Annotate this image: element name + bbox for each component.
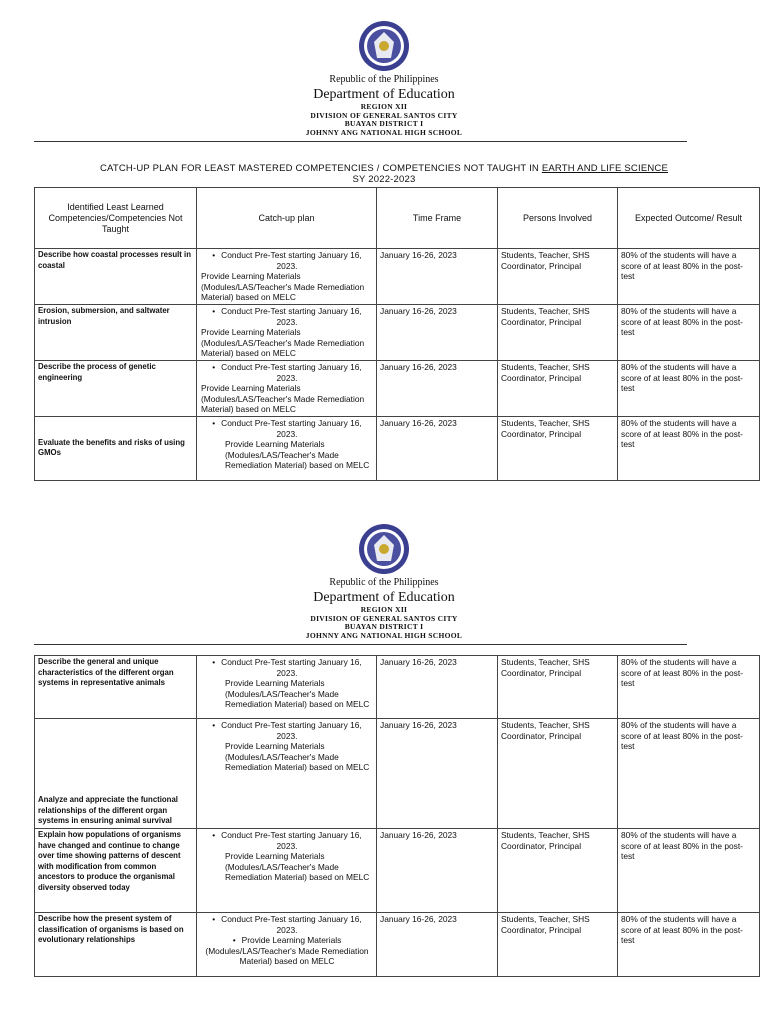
time-frame-cell: January 16-26, 2023	[377, 249, 498, 305]
table-row	[35, 719, 760, 829]
persons-cell: Students, Teacher, SHS Coordinator, Principal	[498, 719, 618, 829]
outcome-cell: 80% of the students will have a score of at least 80% in the post-test	[618, 656, 760, 719]
republic-line: Republic of the Philippines	[329, 577, 439, 588]
plan-text: Provide Learning Materials (Modules/LAS/Teacher's Made Remediation Material) based on MELC	[201, 271, 365, 303]
school-name: JOHNNY ANG NATIONAL HIGH SCHOOL	[305, 630, 463, 640]
deped-seal-icon	[358, 523, 410, 575]
division-line: DIVISION OF GENERAL SANTOS CITY	[310, 613, 458, 623]
plan-bullet: • Conduct Pre-Test starting January 16, 2023.	[201, 306, 373, 327]
plan-bullet: • Conduct Pre-Test starting January 16, 2023.	[201, 418, 373, 439]
competency-cell: Explain how populations of organisms have changed and continue to change over time showing patterns of descent with modification from common ancestors to produce the organismal diversity observed today	[35, 829, 197, 913]
school-year: SY 2022-2023	[352, 174, 416, 185]
outcome-cell: 80% of the students will have a score of at least 80% in the post-test	[618, 913, 760, 977]
table-row	[35, 656, 760, 719]
column-header: Identified Least Learned Competencies/Competencies Not Taught	[35, 188, 197, 249]
persons-cell: Students, Teacher, SHS Coordinator, Principal	[498, 829, 618, 913]
competency-cell: Describe the general and unique characteristics of the different organ systems in representative animals	[35, 656, 197, 719]
persons-cell: Students, Teacher, SHS Coordinator, Principal	[498, 249, 618, 305]
department-name: Department of Education	[313, 590, 455, 605]
persons-cell: Students, Teacher, SHS Coordinator, Principal	[498, 304, 618, 360]
table-header-row	[35, 188, 760, 249]
region-line: REGION XII	[360, 102, 408, 111]
catch-up-plan-cell	[197, 416, 377, 480]
time-frame-cell: January 16-26, 2023	[377, 656, 498, 719]
outcome-cell: 80% of the students will have a score of at least 80% in the post-test	[618, 249, 760, 305]
plan-title-text: CATCH-UP PLAN FOR LEAST MASTERED COMPETENCIES / COMPETENCIES NOT TAUGHT IN	[99, 163, 539, 174]
table-row	[35, 360, 760, 416]
division-line: DIVISION OF GENERAL SANTOS CITY	[310, 110, 458, 120]
district-line: BUAYAN DISTRICT I	[344, 119, 424, 128]
plan-text: Provide Learning Materials (Modules/LAS/Teacher's Made Remediation Material) based on MELC	[225, 439, 370, 471]
competency-cell: Describe how the present system of classification of organisms is based on evolutionary relationships	[35, 913, 197, 977]
column-header: Catch-up plan	[197, 188, 377, 249]
plan-bullet: • Conduct Pre-Test starting January 16, 2023.	[201, 720, 373, 741]
persons-cell: Students, Teacher, SHS Coordinator, Principal	[498, 656, 618, 719]
outcome-cell: 80% of the students will have a score of at least 80% in the post-test	[618, 304, 760, 360]
republic-line: Republic of the Philippines	[329, 74, 439, 85]
catch-up-plan-cell	[197, 913, 377, 977]
time-frame-cell: January 16-26, 2023	[377, 304, 498, 360]
plan-bullet: • Conduct Pre-Test starting January 16, 2023.	[201, 250, 373, 271]
catch-up-table-page-2	[34, 655, 760, 977]
competency-cell: Evaluate the benefits and risks of using GMOs	[35, 416, 197, 480]
competency-cell: Describe the process of genetic engineering	[35, 360, 197, 416]
catch-up-table-page-1	[34, 187, 760, 481]
competency-cell: Analyze and appreciate the functional relationships of the different organ systems in ensuring animal survival	[35, 719, 197, 829]
table-row	[35, 829, 760, 913]
table-row	[35, 304, 760, 360]
column-header: Expected Outcome/ Result	[618, 188, 760, 249]
plan-text: Provide Learning Materials (Modules/LAS/Teacher's Made Remediation Material) based on MELC	[225, 678, 370, 710]
header-divider	[34, 141, 687, 142]
catch-up-plan-cell	[197, 360, 377, 416]
persons-cell: Students, Teacher, SHS Coordinator, Principal	[498, 913, 618, 977]
catch-up-plan-cell	[197, 656, 377, 719]
catch-up-plan-cell	[197, 249, 377, 305]
catch-up-plan-cell	[197, 304, 377, 360]
plan-bullet: • Conduct Pre-Test starting January 16, 2023.	[201, 657, 373, 678]
catch-up-plan-cell	[197, 829, 377, 913]
outcome-cell: 80% of the students will have a score of at least 80% in the post-test	[618, 360, 760, 416]
competency-cell: Erosion, submersion, and saltwater intrusion	[35, 304, 197, 360]
time-frame-cell: January 16-26, 2023	[377, 416, 498, 480]
column-header: Time Frame	[377, 188, 498, 249]
deped-seal-icon	[358, 20, 410, 72]
region-line: REGION XII	[360, 605, 408, 614]
header-divider	[34, 644, 687, 645]
plan-text: Provide Learning Materials (Modules/LAS/Teacher's Made Remediation Material) based on MELC	[225, 851, 370, 883]
catch-up-plan-cell	[197, 719, 377, 829]
district-line: BUAYAN DISTRICT I	[344, 622, 424, 631]
table-row	[35, 913, 760, 977]
table-row	[35, 249, 760, 305]
time-frame-cell: January 16-26, 2023	[377, 913, 498, 977]
subject-name: EARTH AND LIFE SCIENCE	[541, 163, 669, 174]
persons-cell: Students, Teacher, SHS Coordinator, Principal	[498, 416, 618, 480]
plan-title	[0, 163, 768, 185]
outcome-cell: 80% of the students will have a score of at least 80% in the post-test	[618, 829, 760, 913]
time-frame-cell: January 16-26, 2023	[377, 360, 498, 416]
plan-bullet: • Conduct Pre-Test starting January 16, 2023.	[201, 830, 373, 851]
school-name: JOHNNY ANG NATIONAL HIGH SCHOOL	[305, 127, 463, 137]
plan-bullet: • Conduct Pre-Test starting January 16, 2023.	[201, 362, 373, 383]
table-row	[35, 416, 760, 480]
persons-cell: Students, Teacher, SHS Coordinator, Principal	[498, 360, 618, 416]
column-header: Persons Involved	[498, 188, 618, 249]
time-frame-cell: January 16-26, 2023	[377, 829, 498, 913]
plan-text: Provide Learning Materials (Modules/LAS/Teacher's Made Remediation Material) based on MELC	[225, 741, 370, 773]
time-frame-cell: January 16-26, 2023	[377, 719, 498, 829]
plan-bullet: • Conduct Pre-Test starting January 16, 2023.	[201, 914, 373, 935]
plan-bullet-2: • Provide Learning Materials (Modules/LAS/Teacher's Made Remediation Material) based on MELC	[201, 935, 373, 967]
outcome-cell: 80% of the students will have a score of at least 80% in the post-test	[618, 719, 760, 829]
plan-text: Provide Learning Materials (Modules/LAS/Teacher's Made Remediation Material) based on MELC	[201, 383, 365, 415]
competency-cell: Describe how coastal processes result in coastal	[35, 249, 197, 305]
department-name: Department of Education	[313, 87, 455, 102]
outcome-cell: 80% of the students will have a score of at least 80% in the post-test	[618, 416, 760, 480]
plan-text: Provide Learning Materials (Modules/LAS/Teacher's Made Remediation Material) based on MELC	[201, 327, 365, 359]
